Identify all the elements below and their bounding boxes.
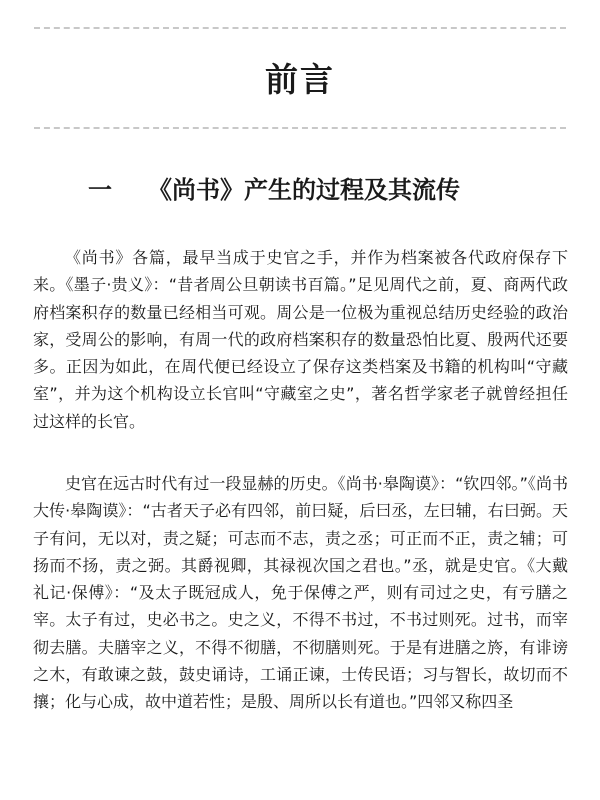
top-dashed-divider: [34, 27, 566, 29]
section-title: 《尚书》产生的过程及其流传: [148, 176, 460, 204]
bottom-dashed-divider: [34, 127, 566, 129]
section-number: 一: [88, 176, 112, 204]
paragraph-1: 《尚书》各篇，最早当成于史官之手，并作为档案被各代政府保存下来。《墨子·贵义》：“昔者周公旦朝读书百篇。”足见周代之前，夏、商两代政府档案积存的数量已经相当可观。周公是一位极为重视总结历史经验的政治家，受周公的影响，有周一代的政府档案积存的数量恐怕比夏、殷两代还要多。正因为如此，在周代便已经设立了保存这类档案及书籍的机构叫“守藏室”，并为这个机构设立长官叫“守藏室之史”，著名哲学家老子就曾经担任过这样的长官。: [33, 248, 568, 431]
paragraph-2: 史官在远古时代有过一段显赫的历史。《尚书·皋陶谟》：“钦四邻。”《尚书大传·皋陶谟》：“古者天子必有四邻，前曰疑，后曰丞，左曰辅，右曰弼。天子有问，无以对，责之疑；可志而不志，责之丞；可正而不正，责之辅；可扬而不扬，责之弼。其爵视卿，其禄视次国之君也。”丞，就是史官。《大戴礼记·保傅》：“及太子既冠成人，免于保傅之严，则有司过之史，有亏膳之宰。太子有过，史必书之。史之义，不得不书过，不书过则死。过书，而宰彻去膳。夫膳宰之义，不得不彻膳，不彻膳则死。于是有进膳之旍，有诽谤之木，有敢谏之鼓，鼓史诵诗，工诵正谏，士传民语；习与智长，故切而不攘；化与心成，故中道若性；是殷、周所以长有道也。”四邻又称四圣: [33, 474, 568, 712]
page-title: 前言: [265, 60, 335, 99]
section-heading: [88, 168, 460, 212]
